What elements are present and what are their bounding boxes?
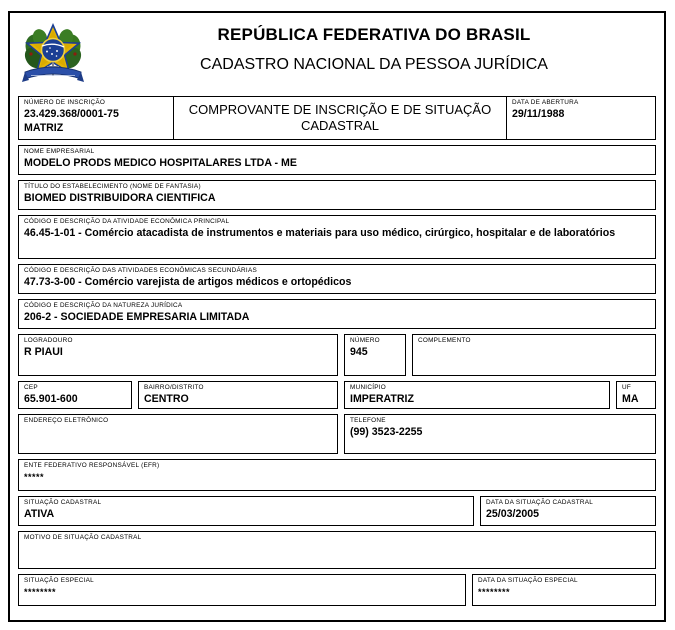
- field-value: 47.73-3-00 - Comércio varejista de artigos médicos e ortopédicos: [24, 276, 352, 288]
- field-titulo-estabelecimento: [18, 180, 656, 210]
- field-situacao-cadastral: [18, 496, 474, 526]
- field-value: R PIAUI: [24, 346, 63, 358]
- page-title: REPÚBLICA FEDERATIVA DO BRASIL: [217, 25, 531, 44]
- field-numero: [344, 334, 406, 376]
- field-data-situacao-cadastral: [480, 496, 656, 526]
- row-titulo-estabelecimento: [18, 180, 656, 210]
- field-atividade-principal: [18, 215, 656, 259]
- field-value: CENTRO: [144, 393, 189, 405]
- field-data-abertura: [506, 96, 656, 140]
- field-value: MODELO PRODS MEDICO HOSPITALARES LTDA - ME: [24, 157, 297, 169]
- cnpj-document: [8, 11, 666, 622]
- row-situacao-cadastral: [18, 496, 656, 526]
- field-bairro: [138, 381, 338, 409]
- field-label: CÓDIGO E DESCRIÇÃO DA ATIVIDADE ECONÔMICA PRINCIPAL: [24, 218, 230, 225]
- field-natureza-juridica: [18, 299, 656, 329]
- field-label: BAIRRO/DISTRITO: [144, 384, 204, 391]
- field-data-situacao-especial: [472, 574, 656, 606]
- row-email-telefone: [18, 414, 656, 454]
- field-label: CÓDIGO E DESCRIÇÃO DAS ATIVIDADES ECONÔMICAS SECUNDÁRIAS: [24, 267, 257, 274]
- field-value: 65.901-600: [24, 393, 78, 405]
- field-comprovante-title: [174, 96, 506, 140]
- field-label: MOTIVO DE SITUAÇÃO CADASTRAL: [24, 534, 142, 541]
- field-label: TÍTULO DO ESTABELECIMENTO (NOME DE FANTASIA): [24, 183, 201, 190]
- row-situacao-especial: [18, 574, 656, 606]
- field-logradouro: [18, 334, 338, 376]
- field-value: (99) 3523-2255: [350, 426, 423, 438]
- field-numero-inscricao: [18, 96, 174, 140]
- row-motivo-situacao: [18, 531, 656, 569]
- field-uf: [616, 381, 656, 409]
- field-label: CEP: [24, 384, 38, 391]
- field-label: NÚMERO DE INSCRIÇÃO: [24, 99, 106, 106]
- field-value: 29/11/1988: [512, 108, 565, 120]
- row-atividades-secundarias: [18, 264, 656, 294]
- row-atividade-principal: [18, 215, 656, 259]
- row-cep-bairro-municipio-uf: [18, 381, 656, 409]
- field-label: DATA DA SITUAÇÃO CADASTRAL: [486, 499, 594, 506]
- field-situacao-especial: [18, 574, 466, 606]
- field-value: 25/03/2005: [486, 508, 540, 520]
- field-label: NOME EMPRESARIAL: [24, 148, 95, 155]
- row-logradouro: [18, 334, 656, 376]
- field-motivo-situacao-cadastral: [18, 531, 656, 569]
- field-telefone: [344, 414, 656, 454]
- field-value: MA: [622, 393, 639, 405]
- field-label: NÚMERO: [350, 337, 380, 344]
- field-cep: [18, 381, 132, 409]
- row-efr: [18, 459, 656, 491]
- field-value: ATIVA: [24, 508, 55, 520]
- field-label: UF: [622, 384, 632, 391]
- field-value-inscricao-number: 23.429.368/0001-75: [24, 108, 119, 120]
- field-label: ENTE FEDERATIVO RESPONSÁVEL (EFR): [24, 462, 160, 469]
- field-value: ********: [24, 587, 57, 597]
- brazil-coat-of-arms-icon: [22, 22, 84, 90]
- field-value: 206-2 - SOCIEDADE EMPRESARIA LIMITADA: [24, 311, 250, 323]
- field-complemento: [412, 334, 656, 376]
- field-label: ENDEREÇO ELETRÔNICO: [24, 417, 109, 424]
- identification-row: [18, 96, 656, 140]
- field-atividades-secundarias: [18, 264, 656, 294]
- comprovante-title-text: COMPROVANTE DE INSCRIÇÃO E DE SITUAÇÃO CADASTRAL: [188, 102, 492, 133]
- field-value: BIOMED DISTRIBUIDORA CIENTIFICA: [24, 192, 216, 204]
- page-subtitle: CADASTRO NACIONAL DA PESSOA JURÍDICA: [200, 56, 548, 73]
- field-label: DATA DE ABERTURA: [512, 99, 579, 106]
- field-label: SITUAÇÃO ESPECIAL: [24, 577, 94, 584]
- field-value-inscricao-type: MATRIZ: [24, 122, 64, 134]
- field-value: IMPERATRIZ: [350, 393, 414, 405]
- field-label: MUNICÍPIO: [350, 384, 386, 391]
- field-endereco-eletronico: [18, 414, 338, 454]
- field-value: 46.45-1-01 - Comércio atacadista de instrumentos e materiais para uso médico, cirúrgico, hospitalar e de laboratórios: [24, 227, 616, 239]
- field-label: TELEFONE: [350, 417, 386, 424]
- field-ente-federativo-responsavel: [18, 459, 656, 491]
- field-nome-empresarial: [18, 145, 656, 175]
- field-value: 945: [350, 346, 368, 358]
- field-value: ********: [478, 587, 511, 597]
- field-municipio: [344, 381, 610, 409]
- field-label: COMPLEMENTO: [418, 337, 471, 344]
- field-label: LOGRADOURO: [24, 337, 73, 344]
- row-natureza-juridica: [18, 299, 656, 329]
- field-label: CÓDIGO E DESCRIÇÃO DA NATUREZA JURÍDICA: [24, 302, 183, 309]
- row-nome-empresarial: [18, 145, 656, 175]
- header-titles: [94, 23, 654, 78]
- document-header: [10, 13, 664, 96]
- field-label: DATA DA SITUAÇÃO ESPECIAL: [478, 577, 578, 584]
- field-value: *****: [24, 472, 45, 482]
- field-label: SITUAÇÃO CADASTRAL: [24, 499, 102, 506]
